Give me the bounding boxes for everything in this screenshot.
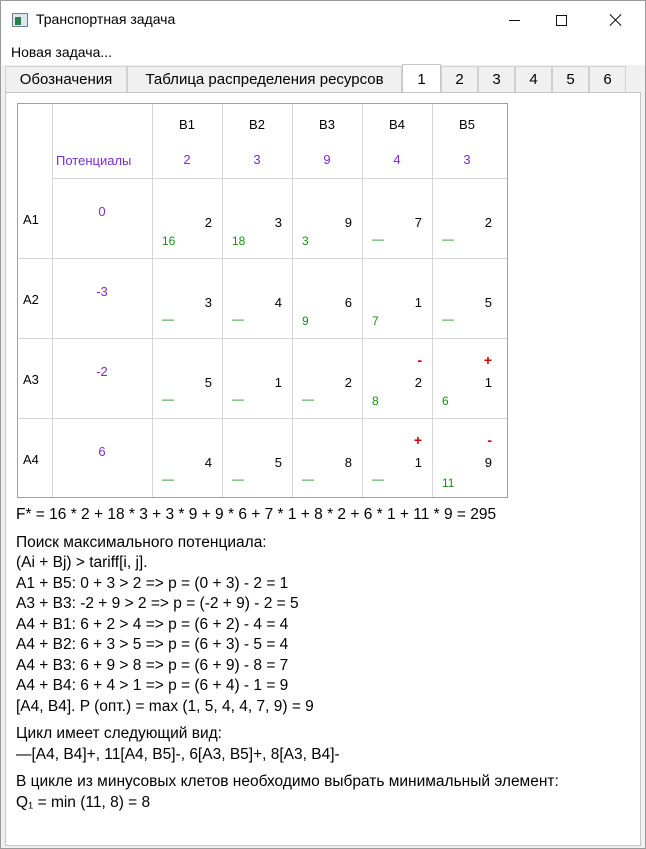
cell-cost: 2	[204, 215, 212, 230]
objective-line: F* = 16 * 2 + 18 * 3 + 3 * 9 + 9 * 6 + 7 * 1 + 8 * 2 + 6 * 1 + 11 * 9 = 295	[16, 506, 497, 523]
maximize-button[interactable]	[538, 1, 584, 39]
cycle-sign: +	[413, 432, 422, 448]
cell-alloc: 18	[232, 234, 246, 248]
col-header: B1	[179, 117, 195, 132]
search-line: A3 + B3: -2 + 9 > 2 => p = (-2 + 9) - 2 = 5	[16, 595, 299, 612]
tab-step-1[interactable]: 1	[402, 64, 441, 93]
cell-alloc: —	[162, 312, 174, 326]
minimize-icon	[509, 20, 520, 21]
close-button[interactable]	[593, 1, 639, 39]
cell-alloc: —	[232, 312, 244, 326]
row-label: A4	[23, 452, 39, 467]
row-potential: -2	[96, 364, 108, 379]
tab-step-2[interactable]: 2	[441, 66, 478, 92]
cycle-line: —[A4, B4]+, 11[A4, B5]-, 6[A3, B5]+, 8[A3, B4]-	[16, 745, 340, 763]
cell-cost: 4	[204, 455, 212, 470]
cell-cost: 2	[414, 375, 422, 390]
min-line: В цикле из минусовых клетов необходимо выбрать минимальный элемент:	[16, 773, 559, 790]
cell-cost: 1	[274, 375, 282, 390]
cell-cost: 5	[204, 375, 212, 390]
cell-cost: 9	[344, 215, 352, 230]
cell-cost: 1	[414, 295, 422, 310]
cell-alloc: —	[232, 392, 244, 406]
close-icon	[609, 13, 623, 27]
cell-alloc: —	[372, 472, 384, 486]
cell-cost: 1	[414, 455, 422, 470]
col-potential: 4	[393, 152, 401, 167]
cell-cost: 3	[204, 295, 212, 310]
cell-alloc: —	[162, 392, 174, 406]
row-potential: -3	[96, 284, 108, 299]
search-line: A4 + B3: 6 + 9 > 8 => p = (6 + 9) - 8 = 7	[16, 656, 289, 674]
tab-step-5[interactable]: 5	[552, 66, 589, 92]
cell-alloc: 7	[372, 314, 379, 328]
cell-alloc: 8	[372, 394, 379, 408]
maximize-icon	[556, 15, 567, 26]
cell-alloc: 16	[162, 234, 176, 248]
menu-bar	[1, 39, 645, 65]
col-header: B3	[319, 117, 335, 132]
cell-cost: 5	[274, 455, 282, 470]
search-line: A4 + B1: 6 + 2 > 4 => p = (6 + 2) - 4 = 4	[16, 615, 289, 633]
cell-cost: 9	[484, 455, 492, 470]
col-header: B2	[249, 117, 265, 132]
tab-step-3[interactable]: 3	[478, 66, 515, 92]
cell-cost: 5	[484, 295, 492, 310]
cell-alloc: —	[162, 472, 174, 486]
cell-cost: 7	[414, 215, 422, 230]
cell-alloc: —	[442, 312, 454, 326]
potentials-label: Потенциалы	[56, 153, 132, 168]
row-potential: 0	[98, 204, 106, 219]
transport-table	[17, 103, 508, 498]
cell-cost: 2	[484, 215, 492, 230]
col-potential: 9	[323, 152, 331, 167]
tab-step-4[interactable]: 4	[515, 66, 552, 92]
tab-step-6[interactable]: 6	[589, 66, 626, 92]
minimize-button[interactable]	[491, 1, 537, 39]
cell-alloc: —	[302, 472, 314, 486]
col-header: B5	[459, 117, 475, 132]
cell-cost: 1	[484, 375, 492, 390]
cell-alloc: —	[372, 232, 384, 246]
step-panel	[5, 92, 641, 846]
row-label: A3	[23, 372, 39, 387]
cell-alloc: —	[232, 472, 244, 486]
search-line: [A4, B4]. P (опт.) = max (1, 5, 4, 4, 7, 9) = 9	[16, 697, 314, 715]
cell-alloc: 3	[302, 234, 309, 248]
solution-text	[16, 505, 636, 813]
cycle-sign: -	[417, 352, 422, 368]
title-bar	[1, 1, 645, 39]
col-potential: 3	[463, 152, 471, 167]
cell-alloc: 11	[442, 476, 455, 490]
cell-cost: 6	[344, 295, 352, 310]
cycle-sign: +	[483, 352, 492, 368]
col-potential: 3	[253, 152, 261, 167]
cell-alloc: 9	[302, 314, 309, 328]
search-line: Поиск максимального потенциала:	[16, 533, 267, 551]
cell-cost: 8	[344, 455, 352, 470]
cell-cost: 3	[274, 215, 282, 230]
cycle-sign: -	[487, 432, 492, 448]
cell-cost: 4	[274, 295, 282, 310]
tab-resource-table[interactable]: Таблица распределения ресурсов	[127, 66, 402, 92]
search-line: A4 + B4: 6 + 4 > 1 => p = (6 + 4) - 1 = 9	[16, 677, 289, 694]
row-label: A2	[23, 292, 39, 307]
row-label: A1	[23, 212, 39, 227]
window-title: Транспортная задача	[36, 11, 176, 27]
menu-new-task[interactable]: Новая задача...	[11, 44, 113, 60]
search-line: A1 + B5: 0 + 3 > 2 => p = (0 + 3) - 2 = 1	[16, 574, 289, 592]
col-header: B4	[389, 117, 405, 132]
search-line: A4 + B2: 6 + 3 > 5 => p = (6 + 3) - 5 = 4	[16, 636, 289, 653]
cycle-line: Цикл имеет следующий вид:	[16, 725, 222, 742]
cell-alloc: 6	[442, 394, 449, 408]
cell-cost: 2	[344, 375, 352, 390]
cell-alloc: —	[302, 392, 314, 406]
min-line: Q₁ = min (11, 8) = 8	[16, 793, 151, 811]
cell-alloc: —	[442, 232, 454, 246]
app-icon	[12, 13, 28, 27]
search-line: (Ai + Bj) > tariff[i, j].	[16, 554, 148, 571]
col-potential: 2	[183, 152, 191, 167]
row-potential: 6	[98, 444, 106, 459]
tab-notation[interactable]: Обозначения	[5, 66, 127, 92]
